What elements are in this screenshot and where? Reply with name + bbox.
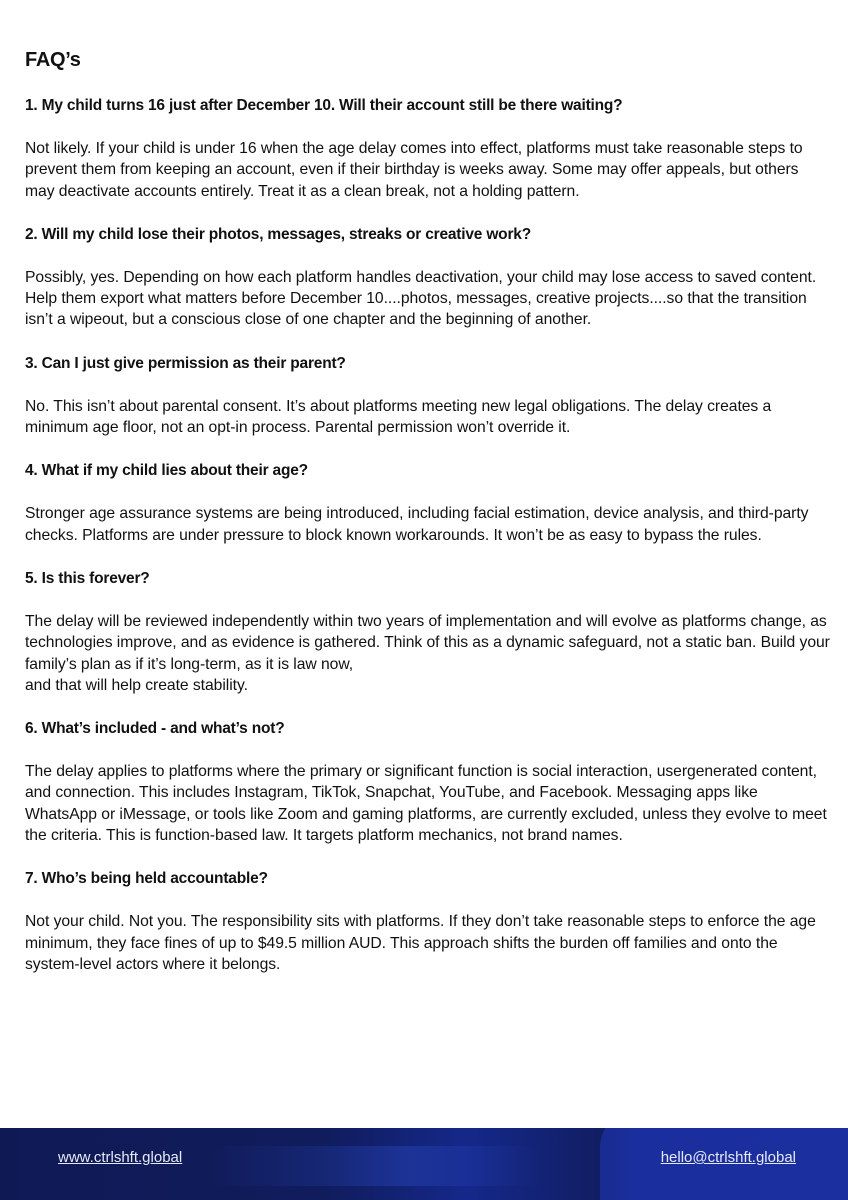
faq-item-4	[25, 460, 830, 546]
faq-item-3	[25, 353, 830, 439]
website-link[interactable]: www.ctrlshft.global	[58, 1149, 183, 1166]
email-link[interactable]: hello@ctrlshft.global	[660, 1149, 796, 1166]
faq-question: 7. Who’s being held accountable?	[25, 870, 268, 888]
faq-document	[25, 46, 830, 997]
faq-answer: Not likely. If your child is under 16 when the age delay comes into effect, platforms must take reasonable steps to prevent them from keeping an account, even if their birthday is weeks away. Some may offer appeals, but others may deactivate accounts entirely. Treat it as a clean break, not a holding pattern.	[25, 140, 803, 200]
faq-question: 3. Can I just give permission as their parent?	[25, 354, 346, 372]
footer-light-streak	[210, 1146, 540, 1186]
faq-answer: The delay applies to platforms where the primary or significant function is social interaction, usergenerated content, and connection. This includes Instagram, TikTok, Snapchat, YouTube, and Facebook. Messaging apps like WhatsApp or iMessage, or tools like Zoom and gaming platforms, are currently excluded, unless they evolve to meet the criteria. This is function-based law. It targets platform mechanics, not brand names.	[25, 763, 827, 845]
footer-banner	[0, 1128, 848, 1200]
faq-question: 6. What’s included - and what’s not?	[25, 720, 285, 738]
faq-answer: No. This isn’t about parental consent. It’s about platforms meeting new legal obligations. The delay creates a minimum age floor, not an opt-in process. Parental permission won’t override it.	[25, 397, 772, 437]
faq-question: 1. My child turns 16 just after December 10. Will their account still be there waiting?	[25, 97, 623, 114]
faq-answer: Not your child. Not you. The responsibility sits with platforms. If they don’t take reasonable steps to enforce the age minimum, they face fines of up to $49.5 million AUD. This approach shifts the burden off families and onto the system-level actors where it belongs.	[25, 913, 816, 973]
page-title: FAQ’s	[25, 49, 81, 71]
faq-item-5	[25, 568, 830, 696]
faq-item-2	[25, 224, 830, 331]
faq-answer: Possibly, yes. Depending on how each platform handles deactivation, your child may lose access to saved content. Help them export what matters before December 10....photos, messages, creative projects....so that the transition isn’t a wipeout, but a conscious close of one chapter and the beginning of another.	[25, 268, 817, 329]
faq-question: 4. What if my child lies about their age?	[25, 462, 308, 480]
faq-item-1	[25, 95, 830, 202]
faq-answer: The delay will be reviewed independently within two years of implementation and will evolve as platforms change, as technologies improve, and as evidence is gathered. Think of this as a dynamic safeguard, not a static ban. Build your family’s plan as if it’s long-term, as it is law now, and that will help create stability.	[25, 612, 830, 694]
faq-item-6	[25, 718, 830, 846]
faq-item-7	[25, 868, 830, 975]
faq-answer: Stronger age assurance systems are being introduced, including facial estimation, device analysis, and third-party checks. Platforms are under pressure to block known workarounds. It won’t be as easy to bypass the rules.	[25, 505, 809, 544]
faq-question: 5. Is this forever?	[25, 569, 150, 587]
faq-question: 2. Will my child lose their photos, messages, streaks or creative work?	[25, 225, 531, 243]
